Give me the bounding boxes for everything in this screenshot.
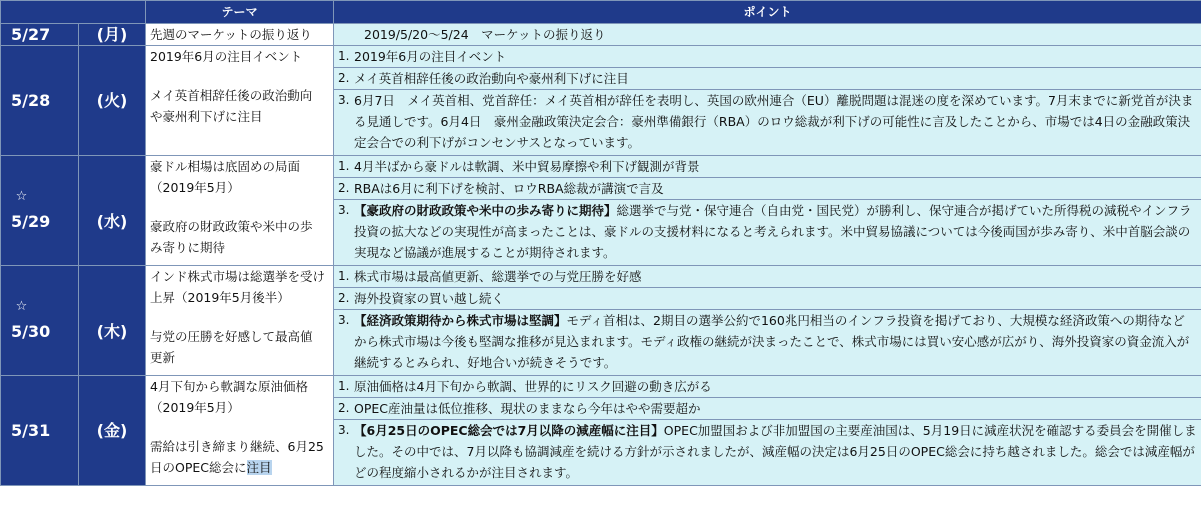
header-point: ポイント bbox=[334, 1, 1201, 24]
theme-line: メイ英首相辞任後の政治動向 bbox=[150, 88, 313, 103]
weekday-cell: (月) bbox=[79, 24, 146, 46]
date-cell bbox=[1, 156, 79, 266]
theme-line: （2019年5月） bbox=[150, 400, 240, 415]
day-row bbox=[1, 156, 1201, 178]
point-text: RBAは6月に利下げを検討、ロウRBA総裁が講演で言及 bbox=[354, 181, 664, 196]
weekday-spacer bbox=[83, 299, 141, 321]
star-mark: ☆ bbox=[15, 299, 28, 314]
point-number: 2. bbox=[338, 71, 350, 85]
point-text: 2019/5/20～5/24 マーケットの振り返り bbox=[364, 27, 606, 42]
theme-line: 4月下旬から軟調な原油価格 bbox=[150, 379, 308, 394]
point-cell bbox=[334, 376, 1201, 398]
point-emphasis: 【豪政府の財政政策や米中の歩み寄りに期待】 bbox=[354, 203, 617, 218]
theme-line: 上昇（2019年5月後半） bbox=[150, 290, 290, 305]
day-row bbox=[1, 376, 1201, 398]
theme-line: み寄りに期待 bbox=[150, 240, 226, 255]
point-text: メイ英首相辞任後の政治動向や豪州利下げに注目 bbox=[354, 71, 629, 86]
point-emphasis: 【6月25日のOPEC総会では7月以降の減産幅に注目】 bbox=[354, 423, 664, 438]
date-cell bbox=[1, 266, 79, 376]
theme-gap bbox=[150, 308, 329, 326]
point-text: 原油価格は4月下旬から軟調、世界的にリスク回避の動き広がる bbox=[354, 379, 712, 394]
day-row bbox=[1, 46, 1201, 68]
point-cell bbox=[334, 310, 1201, 376]
header-blank bbox=[1, 1, 146, 24]
day-row bbox=[1, 266, 1201, 288]
point-number: 2. bbox=[338, 401, 350, 415]
point-cell bbox=[334, 288, 1201, 310]
weekday-text: (水) bbox=[96, 212, 128, 231]
point-cell bbox=[334, 90, 1201, 156]
point-text: 海外投資家の買い越し続く bbox=[354, 291, 505, 306]
theme-cell bbox=[146, 24, 334, 46]
point-text: 株式市場は最高値更新、総選挙での与党圧勝を好感 bbox=[354, 269, 642, 284]
theme-cell bbox=[146, 46, 334, 156]
point-cell bbox=[334, 24, 1201, 46]
theme-line: （2019年5月） bbox=[150, 180, 240, 195]
point-cell bbox=[334, 46, 1201, 68]
point-number: 1. bbox=[338, 49, 350, 63]
point-number: 2. bbox=[338, 291, 350, 305]
weekday-text: (木) bbox=[96, 322, 128, 341]
point-number: 3. bbox=[338, 203, 350, 217]
theme-gap bbox=[150, 198, 329, 216]
selected-text[interactable]: 注目 bbox=[246, 460, 272, 475]
star-mark: ☆ bbox=[15, 189, 28, 204]
point-cell bbox=[334, 156, 1201, 178]
weekday-cell bbox=[79, 156, 146, 266]
weekday-cell bbox=[79, 266, 146, 376]
point-number: 1. bbox=[338, 379, 350, 393]
point-cell bbox=[334, 178, 1201, 200]
point-number: 3. bbox=[338, 313, 350, 327]
theme-line: 豪政府の財政政策や米中の歩 bbox=[150, 219, 313, 234]
day-row bbox=[1, 24, 1201, 46]
weekday-spacer bbox=[83, 189, 141, 211]
point-text: 6月7日 メイ英首相、党首辞任：メイ英首相が辞任を表明し、英国の欧州連合（EU）離脱問題は混迷の度を深めています。7月末までに新党首が決まる見通しです。6月4日 豪州金融政策決定会合：豪州準備銀行（RBA）のロウ総裁が利下げの可能性に言及したことから、市場では4日の金融政策決定会合での利下げがコンセンサスとなっています。 bbox=[354, 93, 1194, 150]
theme-line: インド株式市場は総選挙を受け bbox=[150, 269, 326, 284]
theme-line: 豪ドル相場は底固めの局面 bbox=[150, 159, 301, 174]
theme-line: 与党の圧勝を好感して最高値 bbox=[150, 329, 313, 344]
point-cell bbox=[334, 420, 1201, 486]
date-cell: 5/31 bbox=[1, 376, 79, 486]
date-text: 5/30 bbox=[11, 322, 51, 341]
point-number: 1. bbox=[338, 159, 350, 173]
weekday-cell: (火) bbox=[79, 46, 146, 156]
point-number: 3. bbox=[338, 93, 350, 107]
date-cell: 5/27 bbox=[1, 24, 79, 46]
point-text: モディ首相は、2期目の選挙公約で160兆円相当のインフラ投資を掲げており、大規模な経済政策への期待などから株式市場は今後も堅調な推移が見込まれます。モディ政権の継続が決まったことで、株式市場には買い安心感が広がり、海外投資家の資金流入が継続するとみられ、好地合いが続きそうです。 bbox=[354, 313, 1190, 370]
point-number: 3. bbox=[338, 423, 350, 437]
header-row bbox=[1, 1, 1201, 24]
point-text: 4月半ばから豪ドルは軟調、米中貿易摩擦や利下げ観測が背景 bbox=[354, 159, 700, 174]
point-text: 総選挙で与党・保守連合（自由党・国民党）が勝利し、保守連合が掲げていた所得税の減税やインフラ投資の拡大などの実現性が高まったことは、豪ドルの支援材料になると考えられます。米中貿易協議については今後両国が歩み寄り、米中首脳会談の実現など協議が進展することが期待されます。 bbox=[354, 203, 1192, 260]
theme-cell bbox=[146, 156, 334, 266]
theme-cell bbox=[146, 266, 334, 376]
point-cell bbox=[334, 398, 1201, 420]
point-text: OPEC産油量は低位推移、現状のままなら今年はやや需要超か bbox=[354, 401, 701, 416]
weekday-cell: (金) bbox=[79, 376, 146, 486]
date-text: 5/29 bbox=[11, 212, 51, 231]
theme-cell bbox=[146, 376, 334, 486]
point-cell bbox=[334, 68, 1201, 90]
point-text: OPEC加盟国および非加盟国の主要産油国は、5月19日に減産状況を確認する委員会を開催しました。その中では、7月以降も協調減産を続ける方針が示されましたが、減産幅の決定は6月25日のOPEC総会に持ち越されました。総会では減産幅がどの程度縮小されるかが注目されます。 bbox=[354, 423, 1197, 480]
theme-gap bbox=[150, 67, 329, 85]
point-number: 1. bbox=[338, 269, 350, 283]
theme-line: や豪州利下げに注目 bbox=[150, 109, 263, 124]
point-cell bbox=[334, 266, 1201, 288]
point-cell bbox=[334, 200, 1201, 266]
point-text: 2019年6月の注目イベント bbox=[354, 49, 507, 64]
theme-line: 2019年6月の注目イベント bbox=[150, 49, 303, 64]
theme-line: 日のOPEC総会に bbox=[150, 460, 247, 475]
theme-line: 更新 bbox=[150, 350, 176, 365]
theme-line: 先週のマーケットの振り返り bbox=[150, 27, 312, 42]
header-theme: テーマ bbox=[146, 1, 334, 24]
theme-gap bbox=[150, 418, 329, 436]
point-emphasis: 【経済政策期待から株式市場は堅調】 bbox=[354, 313, 567, 328]
date-cell: 5/28 bbox=[1, 46, 79, 156]
theme-line: 需給は引き締まり継続、6月25 bbox=[150, 439, 324, 454]
point-number: 2. bbox=[338, 181, 350, 195]
